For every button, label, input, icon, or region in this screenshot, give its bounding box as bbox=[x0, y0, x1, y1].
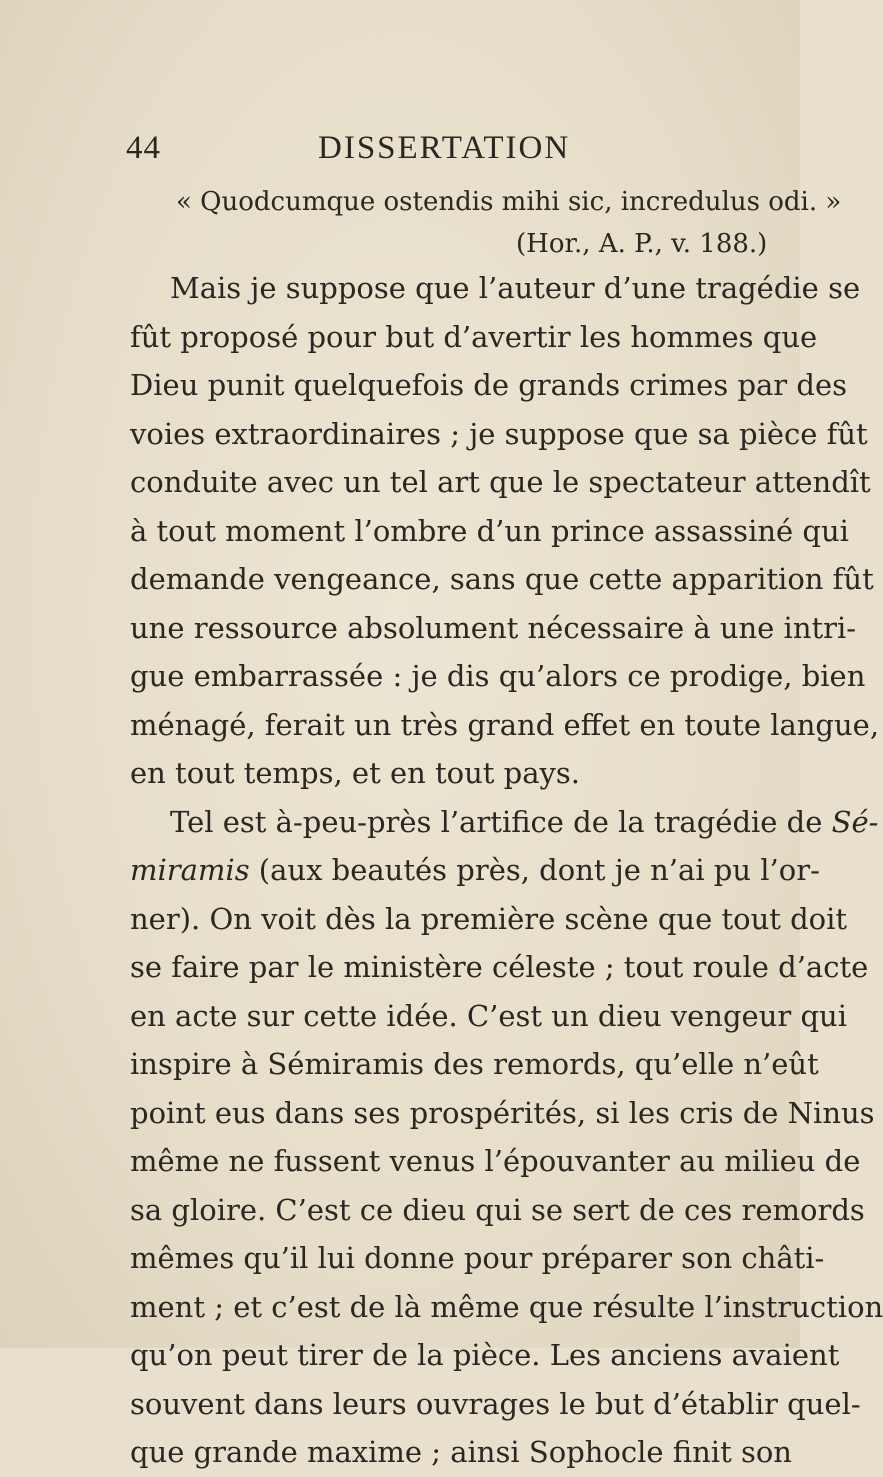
text-line: gue embarrassée : je dis qu’alors ce prodige, bien bbox=[130, 659, 866, 693]
body-text bbox=[130, 264, 883, 1477]
title-italic: miramis bbox=[130, 853, 250, 887]
text-line: qu’on peut tirer de la pièce. Les anciens avaient bbox=[130, 1338, 840, 1372]
text-line: sa gloire. C’est ce dieu qui se sert de ces remords bbox=[130, 1192, 865, 1227]
text-line: en tout temps, et en tout pays. bbox=[130, 756, 581, 790]
page-header bbox=[0, 130, 800, 180]
paragraph-1 bbox=[130, 264, 880, 798]
text-line bbox=[130, 798, 879, 847]
text-line: en acte sur cette idée. C’est un dieu vengeur qui bbox=[130, 998, 847, 1033]
page-number: 44 bbox=[126, 130, 161, 166]
text-line: mêmes qu’il lui donne pour préparer son châti- bbox=[130, 1241, 825, 1275]
epigraph-quote: « Quodcumque ostendis mihi sic, incredulus odi. » bbox=[176, 187, 842, 217]
text-line: que grande maxime ; ainsi Sophocle finit son bbox=[130, 1435, 792, 1469]
text-line: inspire à Sémiramis des remords, qu’elle n’eût bbox=[130, 1047, 819, 1081]
text-line: ménagé, ferait un très grand effet en toute langue, bbox=[130, 707, 880, 742]
paragraph-2 bbox=[130, 798, 883, 1477]
text-line: ment ; et c’est de là même que résulte l’instruction bbox=[130, 1289, 883, 1324]
title-italic: Sé- bbox=[831, 804, 879, 839]
text-line: Dieu punit quelquefois de grands crimes par des bbox=[130, 368, 847, 402]
text-line: une ressource absolument nécessaire à une intri- bbox=[130, 610, 857, 645]
text-line: ner). On voit dès la première scène que tout doit bbox=[130, 901, 848, 936]
text-line: demande vengeance, sans que cette apparition fût bbox=[130, 562, 874, 596]
running-title: DISSERTATION bbox=[318, 130, 571, 166]
text-line: point eus dans ses prospérités, si les cris de Ninus bbox=[130, 1095, 875, 1130]
text-line: souvent dans leurs ouvrages le but d’établir quel- bbox=[130, 1386, 861, 1421]
epigraph-citation: (Hor., A. P., v. 188.) bbox=[516, 229, 768, 259]
text-line: conduite avec un tel art que le spectateur attendît bbox=[130, 465, 871, 499]
text-line: voies extraordinaires ; je suppose que sa pièce fût bbox=[130, 416, 868, 451]
text-line: fût proposé pour but d’avertir les hommes que bbox=[130, 319, 818, 354]
text-line: même ne fussent venus l’épouvanter au milieu de bbox=[130, 1144, 861, 1178]
text-line: se faire par le ministère céleste ; tout roule d’acte bbox=[130, 950, 869, 984]
text-segment: (aux beautés près, dont je n’ai pu l’or- bbox=[249, 853, 820, 887]
text-segment: Tel est à-peu-près l’artifice de la tragédie de bbox=[170, 804, 832, 839]
text-line: à tout moment l’ombre d’un prince assassiné qui bbox=[130, 513, 849, 548]
text-line bbox=[130, 846, 820, 895]
text-line: Mais je suppose que l’auteur d’une tragédie se bbox=[170, 271, 861, 305]
